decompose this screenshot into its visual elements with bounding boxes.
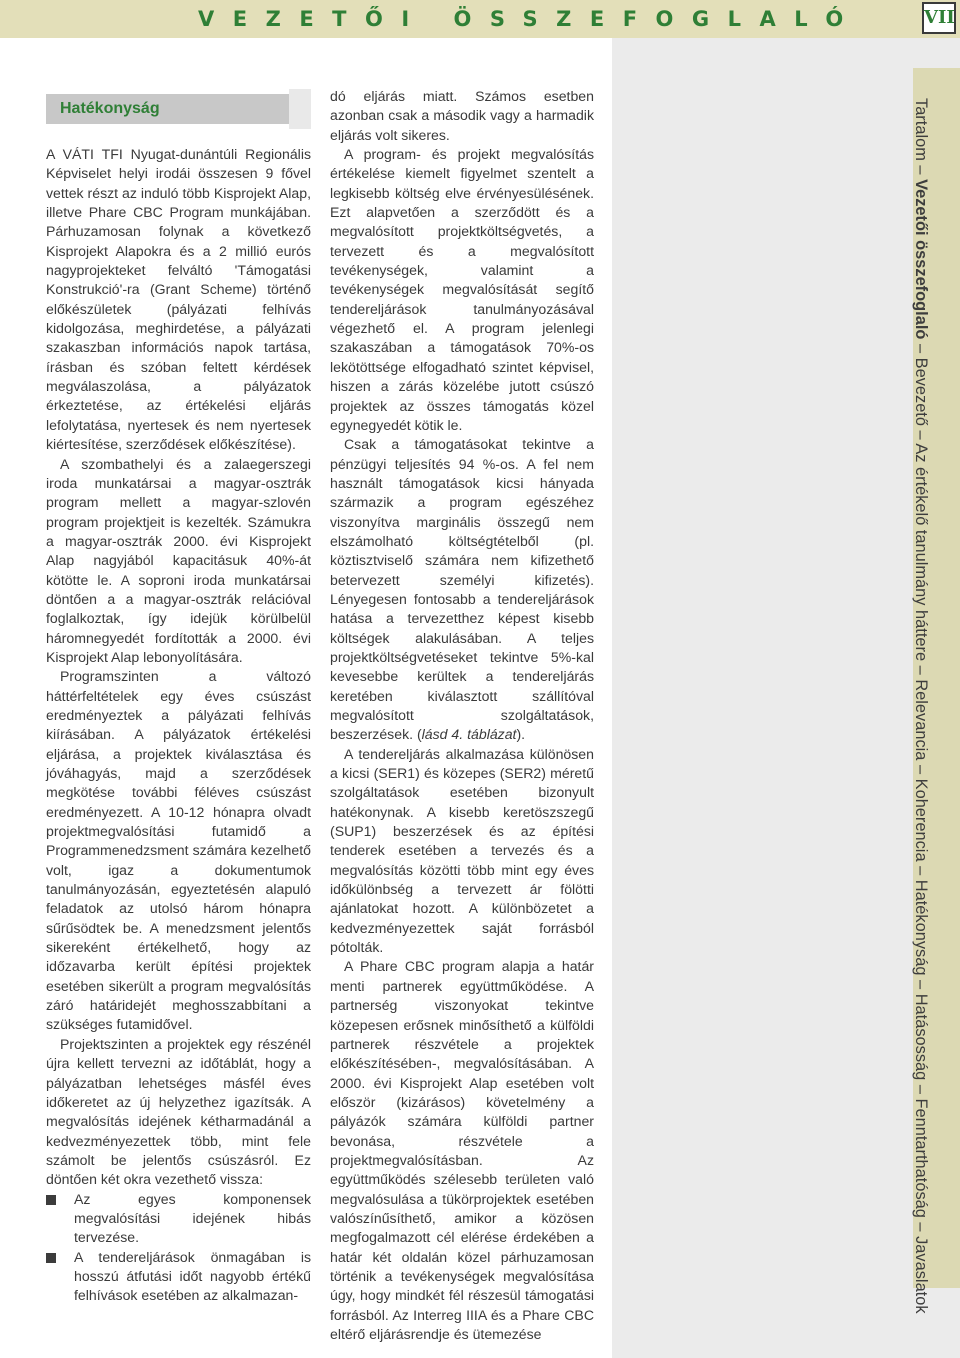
nav-item[interactable]: Koherencia: [912, 778, 930, 862]
square-bullet-icon: [46, 1253, 56, 1263]
paragraph: A VÁTI TFI Nyugat-dunántúli Regionális Képviselet helyi irodái összesen 9 fővel vettek részt az induló több Kisprojekt Alap, illetve Phare CBC Program munkájában. Párhuzamosan folynak a következő Kisprojekt Alapokra és a 2 millió eurós nagyprojekteket felváltó 'Támogatási Konstrukció'-ra (Grant Scheme) történő előkészületek (pályázati felhívás kidolgozása, meghirdetése, a pályázati szakaszban információs napok tartása, írásban és szóban feltett kérdések megválaszolása, a pályázatok érkeztetése, az értékelési eljárás lefolytatása, nyertesek és nem nyertesek kiértesítése, szerződések előkészítése).: [46, 146, 311, 453]
paragraph: dó eljárás miatt. Számos esetben azonban csak a második vagy a harmadik eljárás volt sikeres.: [330, 88, 594, 143]
nav-separator: –: [912, 861, 930, 880]
nav-separator: –: [912, 760, 930, 779]
square-bullet-icon: [46, 1195, 56, 1205]
list-item: [46, 1248, 311, 1306]
nav-separator: –: [912, 339, 930, 358]
nav-item[interactable]: Fenntarthatóság: [912, 1098, 930, 1218]
paragraph-text-end: ).: [516, 726, 526, 743]
section-heading: Hatékonyság: [46, 94, 289, 124]
chapter-number: VII: [922, 2, 956, 34]
nav-separator: –: [912, 160, 930, 180]
nav-item[interactable]: Relevancia: [912, 679, 930, 761]
list-item: [46, 1190, 311, 1248]
nav-item[interactable]: Bevezető: [912, 357, 930, 426]
nav-separator: –: [912, 1217, 930, 1237]
nav-separator: –: [912, 661, 930, 680]
bullet-list: [46, 1190, 311, 1306]
nav-item[interactable]: Hatékonyság: [912, 879, 930, 976]
nav-item[interactable]: Tartalom: [912, 98, 930, 161]
page-title: VEZETŐI ÖSSZEFOGLALÓ: [198, 7, 862, 31]
paragraph: A szombathelyi és a zalaegerszegi iroda munkatársai a magyar-osztrák program mellett a magyar-szlovén program projektjeit is kezelték. Számukra a magyar-osztrák 2000. évi Kisprojekt Alap nagyjából kapacitásuk 40%-át kötötte le. A soproni iroda munkatársai döntően a a magyar-osztrák relációval foglalkoztak, így idejük körülbelül háromnegyedét fordították a 2000. évi Kisprojekt Alap lebonyolítására.: [46, 455, 311, 665]
nav-item[interactable]: Az értékelő tanulmány háttere: [912, 443, 930, 662]
paragraph: Projektszinten a projektek egy részénél újra kellett tervezni az időtáblát, hogy a pályázatban lehetséges másfél éves időkeretet az új helyzethez igazítsák. A megvalósítás idejének kétharmadánál a kedvezményezettek több, mint fele számolt be jelentős csúszásról. Ez döntően két okra vezethető vissza:: [46, 1035, 311, 1188]
nav-separator: –: [912, 975, 930, 994]
paragraph: A tendereljárás alkalmazása különösen a kicsi (SER1) és közepes (SER2) méretű szolgáltatások esetében bizonyult hatékonynak. A kisebb keretöszszegű (SUP1) beszerzések és az építési tenderek esetében a tervezés és a megvalósítás közötti több mint egy éves időkülönbség a tervezett ár fölötti ajánlatokat hozott. A különbözetet a kedvezményezettek saját forrásból pótolták.: [330, 745, 594, 956]
table-reference: lásd 4. táblázat: [421, 726, 517, 743]
chapter-nav: [906, 98, 936, 1314]
paragraph: [330, 435, 594, 745]
nav-separator: –: [912, 425, 930, 444]
paragraph: A program- és projekt megvalósítás értékelése kiemelt figyelmet szentelt a legkisebb költség elve érvényesülésének. Ezt alapvetően a szerződött és a megvalósított projektköltségvetés, a tervezett és a megvalósított tevékenységek, valamint a tevékenységek megvalósítását segítő tendereljárások tanulmányozásával végezhető el. A program jelenlegi szakaszában a támogatások 70%-os lekötöttsége elfogadható szintet képvisel, hiszen a zárás közelébe jutott csúszó projektek az összes támogatás közel egynegyedét kötik le.: [330, 146, 594, 433]
list-item-text: Az egyes komponensek megvalósítási idejének hibás tervezése.: [74, 1190, 311, 1246]
nav-item[interactable]: Javaslatok: [912, 1236, 930, 1314]
nav-separator: –: [912, 1080, 930, 1099]
middle-column: [330, 87, 594, 1344]
paragraph: Programszinten a változó háttérfeltételek egy éves csúszást eredményeztek a pályázati felhívás kiírásában. A pályázatok értékelési eljárása, a projektek kiválasztása és jóváhagyás, majd a szerződések megkötése további féléves csúszást eredményezett. A 10-12 hónapra olvadt projektmegvalósítási futamidő a Programmenedzsment számára kezelhető volt, igaz a dokumentumok tanulmányozásán, egyeztetésén alapuló feladatok az utolsó három hónapra sűrűsödtek be. A menedzsment jelentős sikereként értékelhető, hogy az időzavarba került építési projektek esetében sikerült a program megvalósítás záró határidejét meghosszabbítani a szükséges futamidővel.: [46, 668, 311, 1033]
paragraph: A Phare CBC program alapja a határ menti partnerek együttműködése. A partnerség viszonyokat tekintve közepesen erősnek minősíthető a külföldi partnerek részvétele a projektek előkészítésében-, megvalósításában. A 2000. évi Kisprojekt Alap esetében volt először (kizárásos) követelmény a pályázók számára külföldi partner bevonása, részvétele a projektmegvalósításban. Az együttműködés szélesebb területen való megvalósulása a tükörprojektek esetében valószínűsíthető, amikor a közösen megfogalmazott cél elérése érdekében a határ két oldalán közel párhuzamosan történik a tevékenységek megvalósítása úgy, hogy mindkét fél részesül támogatási forrásból. Az Interreg IIIA és a Phare CBC eltérő eljárásrendje és ütemezése: [330, 958, 594, 1342]
list-item-text: A tendereljárások önmagában is hosszú átfutási időt nagyobb értékű felhívások esetében az alkalmazan-: [74, 1248, 311, 1304]
paragraph-text: Csak a támogatásokat tekintve a pénzügyi teljesítés 94 %-os. A fel nem használt támogatások kicsi hányada származik a program egészéhez viszonyítva marginális összegű nem elszámolható költségtételből (pl. köztisztviselő számára nem kifizethető betervezett személyi kifizetés). Lényegesen fontosabb a tendereljárások hatása a tervezetthez képest kisebb költségek alakulásában. A teljes projektköltségvetéseket tekintve 5%-kal kevesebbe kerültek a tendereljárás keretében kiválasztott szállítóval megvalósított szolgáltatások, beszerzések. (: [330, 436, 594, 743]
nav-item[interactable]: Hatásosság: [912, 993, 930, 1081]
left-column: [46, 145, 311, 1306]
nav-item[interactable]: Vezetői összefoglaló: [912, 179, 930, 340]
heading-decoration: [289, 89, 311, 129]
